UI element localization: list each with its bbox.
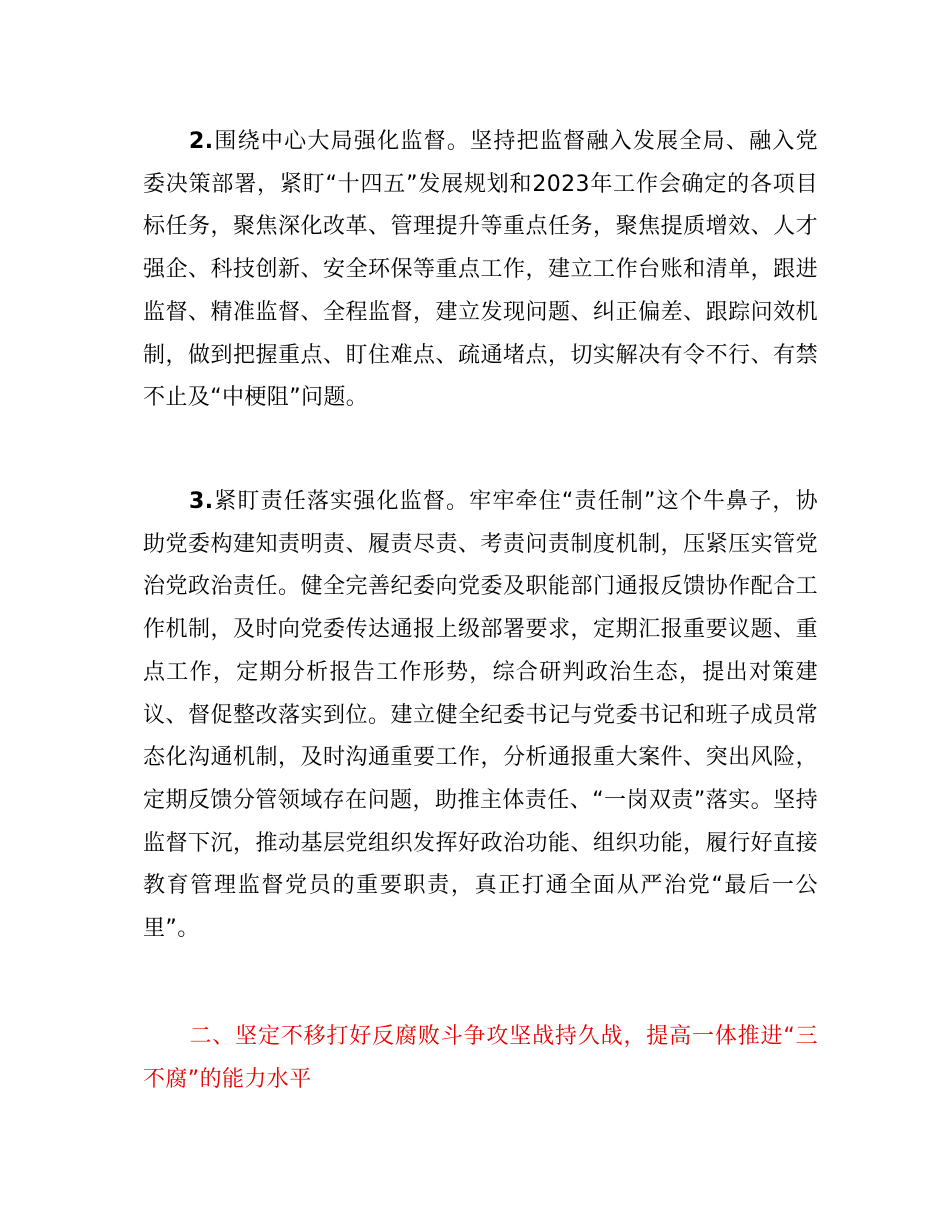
section-heading-2 [143, 1016, 818, 1101]
section-heading-2-text: 二、坚定不移打好反腐败斗争攻坚战持久战，提高一体推进“三不腐”的能力水平 [143, 1024, 818, 1092]
paragraph-2 [143, 121, 818, 420]
paragraph-2-text: 围绕中心大局强化监督。坚持把监督融入发展全局、融入党委决策部署，紧盯“十四五”发展规划和2023年工作会确定的各项目标任务，聚焦深化改革、管理提升等重点任务，聚焦提质增效、人才强企、科技创新、安全环保等重点工作，建立工作台账和清单，跟进监督、精准监督、全程监督，建立发现问题、纠正偏差、跟踪问效机制，做到把握重点、盯住难点、疏通堵点，切实解决有令不行、有禁不止及“中梗阻”问题。 [143, 129, 818, 411]
paragraph-3 [143, 481, 818, 951]
paragraph-3-text: 紧盯责任落实强化监督。牢牢牵住“责任制”这个牛鼻子，协助党委构建知责明责、履责尽责、考责问责制度机制，压紧压实管党治党政治责任。健全完善纪委向党委及职能部门通报反馈协作配合工作机制，及时向党委传达通报上级部署要求，定期汇报重要议题、重点工作，定期分析报告工作形势，综合研判政治生态，提出对策建议、督促整改落实到位。建立健全纪委书记与党委书记和班子成员常态化沟通机制，及时沟通重要工作，分析通报重大案件、突出风险，定期反馈分管领域存在问题，助推主体责任、“一岗双责”落实。坚持监督下沉，推动基层党组织发挥好政治功能、组织功能，履行好直接教育管理监督党员的重要职责，真正打通全面从严治党“最后一公里”。 [143, 489, 818, 942]
paragraph-2-number: 2. [189, 129, 214, 154]
paragraph-3-number: 3. [189, 489, 214, 514]
